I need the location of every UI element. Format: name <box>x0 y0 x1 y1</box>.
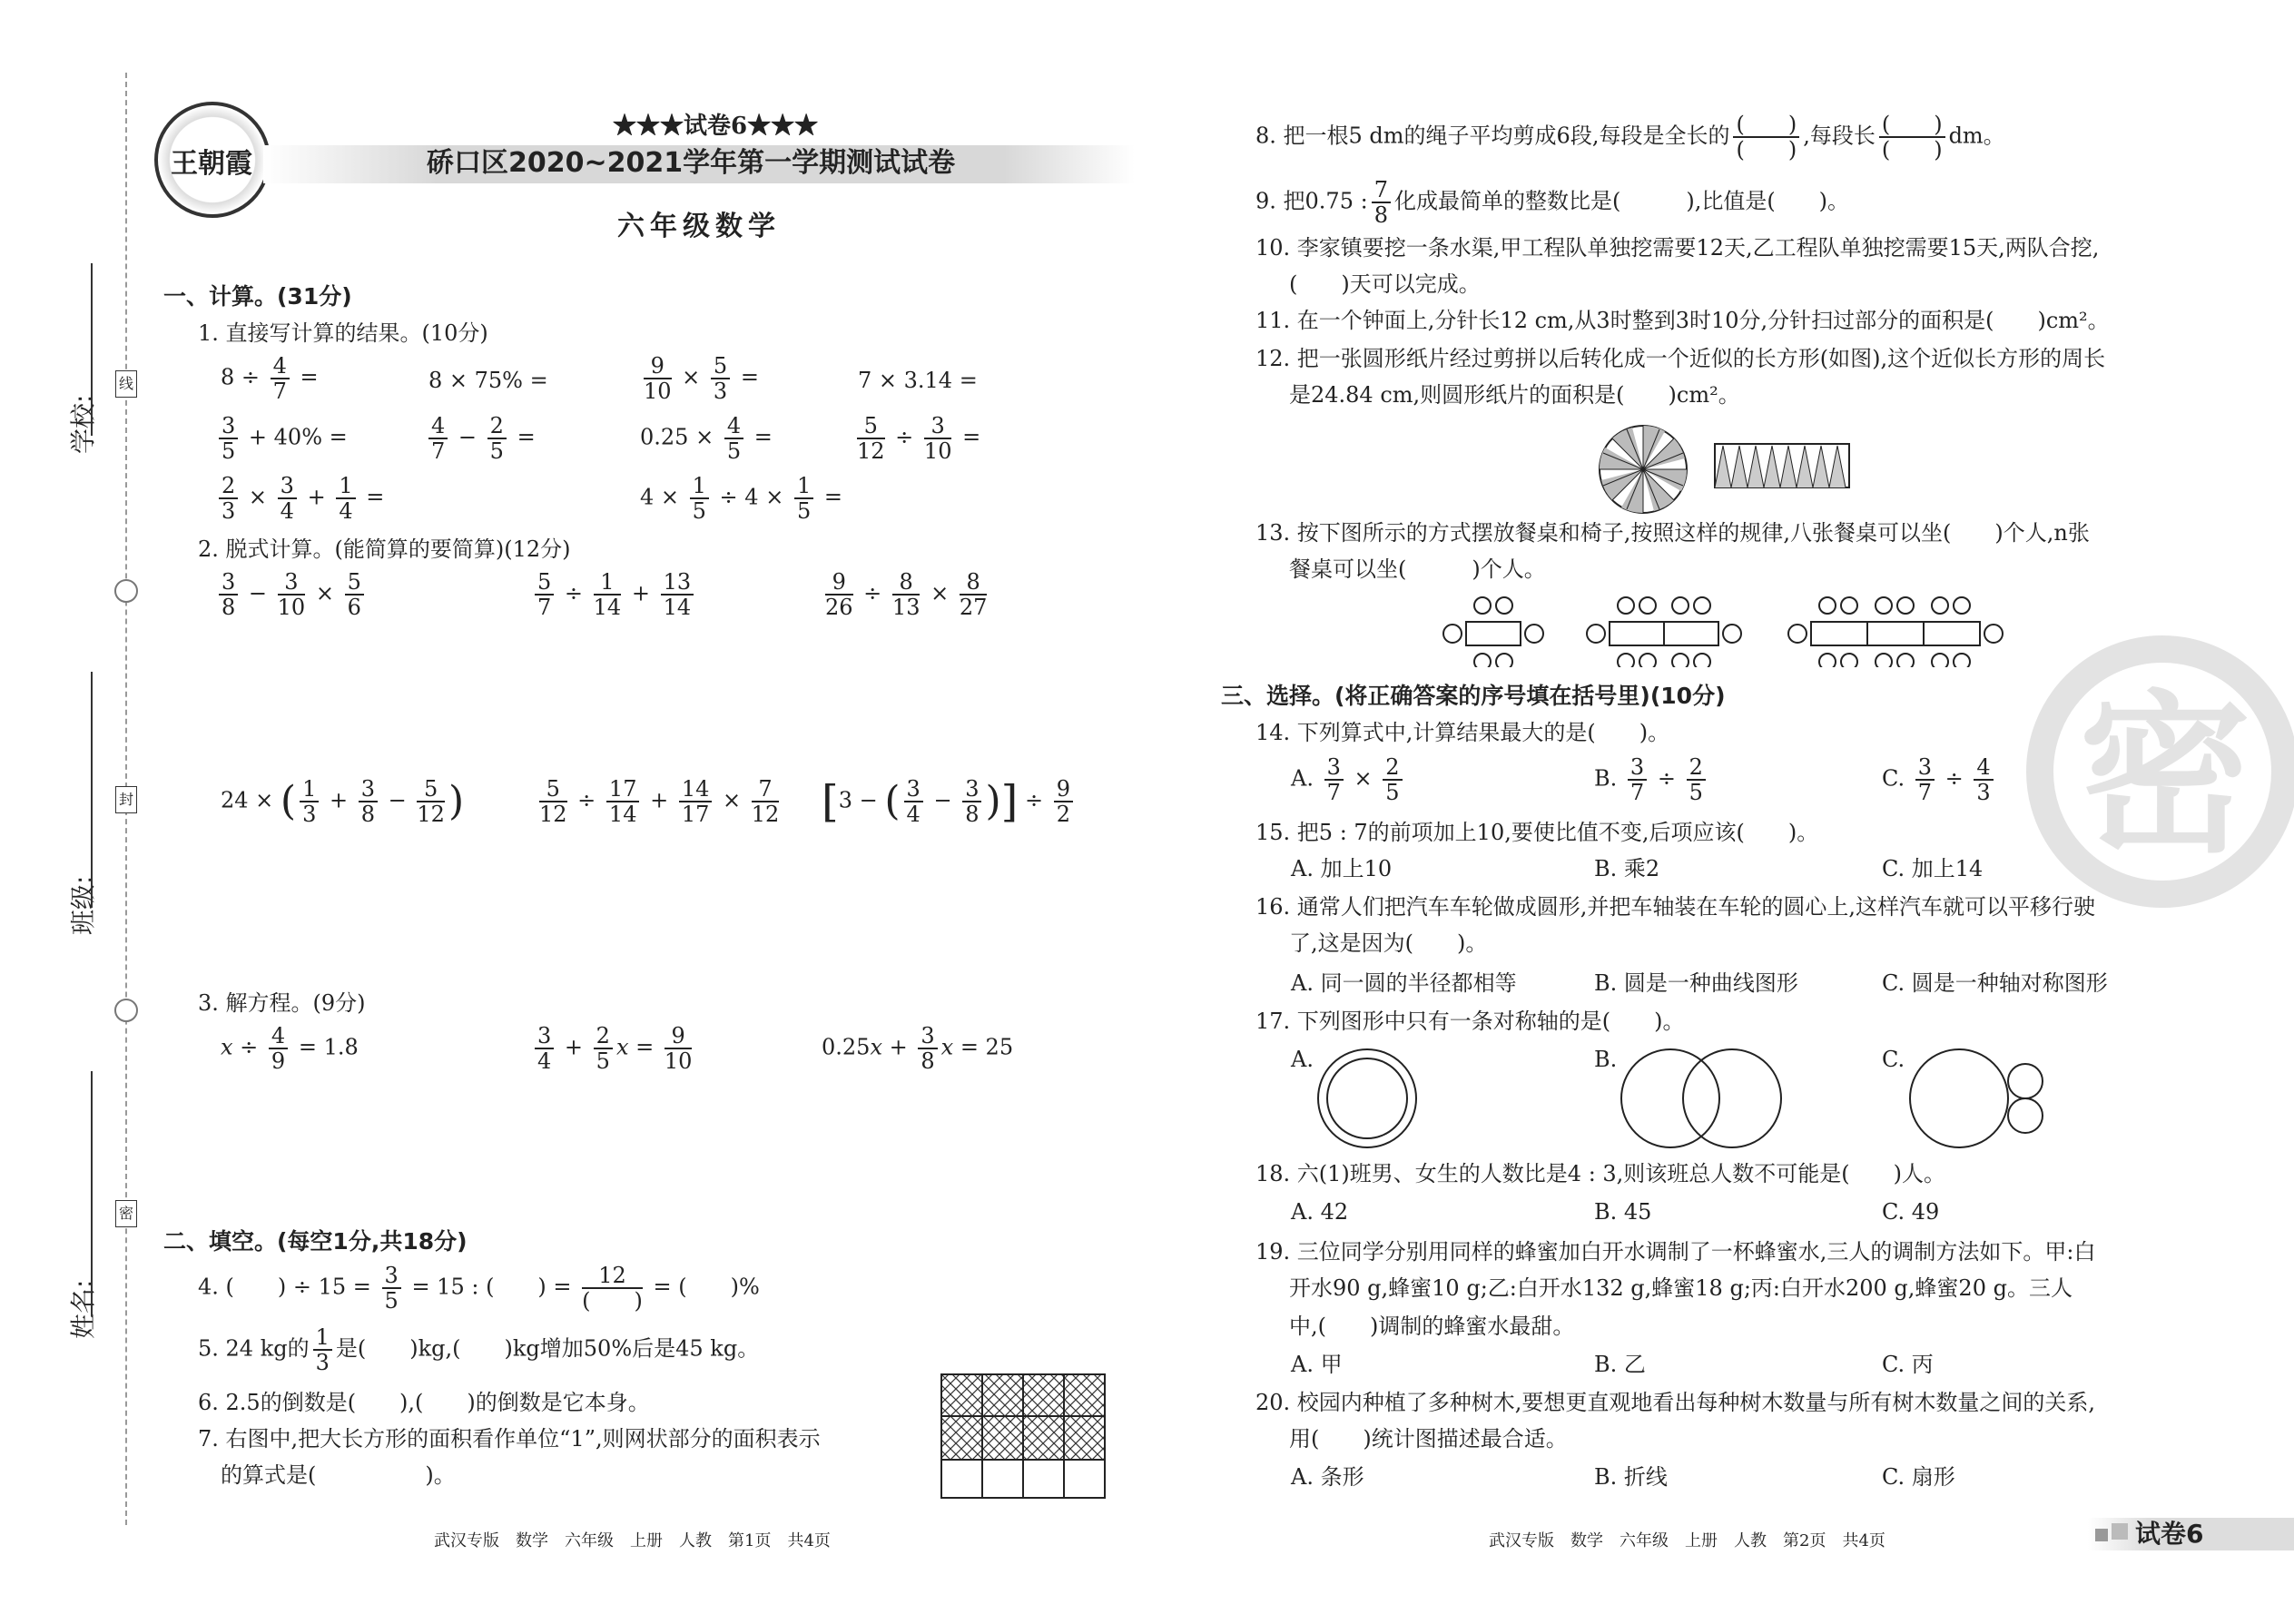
q19-option-a: A. 甲 <box>1291 1352 1343 1377</box>
class-line <box>91 672 93 908</box>
expr-7: 0.25 × $\frac{4}{5}$ = <box>640 413 773 464</box>
q15: 15. 把5 : 7的前项加上10,要使比值不变,后项应该( )。 <box>1255 820 1819 845</box>
q19-line2: 开水90 g,蜂蜜10 g;乙:白开水132 g,蜂蜜18 g;丙:白开水200 g,蜂蜜20 g。三人 <box>1289 1275 2072 1301</box>
s1-q3: 3. 解方程。(9分) <box>198 990 366 1016</box>
exam-subtitle: 六年级数学 <box>617 211 781 242</box>
q16-option-a: A. 同一圆的半径都相等 <box>1291 970 1517 996</box>
seal-mark-xian: 线 <box>115 370 137 398</box>
class-label: 班级: <box>68 875 98 935</box>
name-line <box>91 1071 93 1316</box>
corner-tag-squares <box>2112 1523 2128 1540</box>
q9: 9. 把0.75 : $\frac{7}{8}$ 化成最简单的整数比是( ),比值是( )。 <box>1255 177 1850 228</box>
expr-2: 8 × 75% = <box>428 368 548 393</box>
section2-heading: 二、填空。(每空1分,共18分) <box>163 1228 468 1255</box>
calc-5: $\frac{5}{12}$ ÷ $\frac{17}{14}$ + $\frac{14}{17}$ × $\frac{7}{12}$ <box>539 776 780 827</box>
seal-mark-mi: 密 <box>115 1200 137 1227</box>
q5: 5. 24 kg的 $\frac{1}{3}$ 是( )kg,( )kg增加50%后是45 kg。 <box>198 1324 760 1375</box>
q10-line1: 10. 李家镇要挖一条水渠,甲工程队单独挖需要12天,乙工程队单独挖需要15天,两队合挖, <box>1255 235 2100 261</box>
calc-6: [3 − ( $\frac{3}{4}$ − $\frac{3}{8}$ )] ÷ $\frac{9}{2}$ <box>822 777 1077 826</box>
expr-10: 4 × $\frac{1}{5}$ ÷ 4 × $\frac{1}{5}$ = <box>640 473 842 524</box>
q13-tables-figure <box>1439 595 2011 667</box>
q15-option-c: C. 加上14 <box>1882 856 1984 881</box>
expr-1: 8 ÷ $\frac{4}{7}$ = <box>221 353 319 404</box>
q12-line1: 12. 把一张圆形纸片经过剪拼以后转化成一个近似的长方形(如图),这个近似长方形的周长 <box>1255 346 2106 371</box>
calc-4: 24 × ( $\frac{1}{3}$ + $\frac{3}{8}$ − $\frac{5}{12}$ ) <box>221 776 465 827</box>
q19-option-b: B. 乙 <box>1594 1352 1646 1377</box>
q15-option-a: A. 加上10 <box>1291 856 1393 881</box>
seal-mark-feng: 封 <box>115 786 137 813</box>
q10-line2: ( )天可以完成。 <box>1289 271 1481 297</box>
expr-4: 7 × 3.14 = <box>858 368 978 393</box>
corner-tag: 试卷6 <box>2135 1519 2204 1549</box>
q14-option-c: C. $\frac{3}{7}$ ÷ $\frac{4}{3}$ <box>1882 755 1997 804</box>
calc-1: $\frac{3}{8}$ − $\frac{3}{10}$ × $\frac{5}{6}$ <box>215 570 368 619</box>
expr-9: $\frac{2}{3}$ × $\frac{3}{4}$ + $\frac{1}{4}$ = <box>215 474 384 523</box>
q19-line3: 中,( )调制的蜂蜜水最甜。 <box>1289 1314 1575 1339</box>
q19-line1: 19. 三位同学分别用同样的蜂蜜加白开水调制了一杯蜂蜜水,三人的调制方法如下。甲:白 <box>1255 1239 2096 1265</box>
scissors-icon <box>114 579 138 603</box>
q11: 11. 在一个钟面上,分针长12 cm,从3时整到3时10分,分针扫过部分的面积是( )cm²。 <box>1255 308 2110 333</box>
eq-2: $\frac{3}{4}$ + $\frac{2}{5}$ x = $\frac{9}{10}$ <box>531 1024 695 1073</box>
q17-option-c: C. <box>1882 1047 1905 1072</box>
s1-q1: 1. 直接写计算的结果。(10分) <box>198 320 488 346</box>
q20-option-c: C. 扇形 <box>1882 1464 1955 1490</box>
q17-figure-b <box>1616 1046 1788 1151</box>
exam-title: 硚口区2020~2021学年第一学期测试试卷 <box>427 147 956 179</box>
q18: 18. 六(1)班男、女生的人数比是4 : 3,则该班总人数不可能是( )人。 <box>1255 1161 1946 1186</box>
q14-option-b: B. $\frac{3}{7}$ ÷ $\frac{2}{5}$ <box>1594 755 1709 804</box>
q20-option-b: B. 折线 <box>1594 1464 1668 1490</box>
school-line <box>91 263 93 436</box>
header-stars: ★★★试卷6★★★ <box>613 113 819 140</box>
q13-line2: 餐桌可以坐( )个人。 <box>1289 556 1546 582</box>
q19-option-c: C. 丙 <box>1882 1352 1934 1377</box>
expr-6: $\frac{4}{7}$ − $\frac{2}{5}$ = <box>425 414 536 463</box>
calc-2: $\frac{5}{7}$ ÷ $\frac{1}{14}$ + $\frac{13}{14}$ <box>531 570 697 619</box>
q17-option-b: B. <box>1594 1047 1618 1072</box>
q20-option-a: A. 条形 <box>1291 1464 1364 1490</box>
q7-grid-figure <box>940 1373 1112 1500</box>
q12-line2: 是24.84 cm,则圆形纸片的面积是( )cm²。 <box>1289 382 1740 408</box>
q18-option-a: A. 42 <box>1291 1199 1349 1225</box>
q14: 14. 下列算式中,计算结果最大的是( )。 <box>1255 720 1670 745</box>
expr-8: $\frac{5}{12}$ ÷ $\frac{3}{10}$ = <box>857 413 981 464</box>
q4: 4. ( ) ÷ 15 = $\frac{3}{5}$ = 15 : ( ) = $\frac{12}{( )}$ = ( )% <box>198 1263 760 1314</box>
school-label: 学校: <box>68 394 98 454</box>
expr-5: $\frac{3}{5}$ + 40% = <box>215 414 348 463</box>
scissors-icon <box>114 999 138 1022</box>
s1-q2: 2. 脱式计算。(能简算的要简算)(12分) <box>198 536 571 562</box>
q17-figure-a <box>1314 1046 1420 1151</box>
q16-line1: 16. 通常人们把汽车车轮做成圆形,并把车轴装在车轮的圆心上,这样汽车就可以平移行驶 <box>1255 894 2096 920</box>
q12-circle-figure <box>1596 422 1690 517</box>
q17: 17. 下列图形中只有一条对称轴的是( )。 <box>1255 1009 1685 1034</box>
eq-1: x ÷ $\frac{4}{9}$ = 1.8 <box>221 1023 359 1074</box>
q14-option-a: A. $\frac{3}{7}$ × $\frac{2}{5}$ <box>1291 755 1406 804</box>
eq-3: 0.25x + $\frac{3}{8}$ x = 25 <box>822 1023 1014 1074</box>
q13-line1: 13. 按下图所示的方式摆放餐桌和椅子,按照这样的规律,八张餐桌可以坐( )个人,n张 <box>1255 520 2090 546</box>
section1-heading: 一、计算。(31分) <box>163 283 352 310</box>
watermark-char: 密 <box>2079 675 2252 876</box>
q7-line2: 的算式是( )。 <box>221 1462 456 1488</box>
q12-rectangle-figure <box>1714 443 1850 488</box>
q16-option-c: C. 圆是一种轴对称图形 <box>1882 970 2108 996</box>
q7-line1: 7. 右图中,把大长方形的面积看作单位“1”,则网状部分的面积表示 <box>198 1426 821 1452</box>
q8: 8. 把一根5 dm的绳子平均剪成6段,每段是全长的 $\frac{( )}{( )}$ ,每段长 $\frac{( )}{( )}$ dm。 <box>1255 112 2005 162</box>
calc-3: $\frac{9}{26}$ ÷ $\frac{8}{13}$ × $\frac{8}{27}$ <box>825 569 988 620</box>
logo-text: 王朝霞 <box>171 148 252 180</box>
q16-option-b: B. 圆是一种曲线图形 <box>1594 970 1798 996</box>
left-footer: 武汉专版 数学 六年级 上册 人教 第1页 共4页 <box>434 1531 831 1550</box>
q18-option-c: C. 49 <box>1882 1199 1940 1225</box>
corner-tag-squares <box>2095 1529 2108 1541</box>
section3-heading: 三、选择。(将正确答案的序号填在括号里)(10分) <box>1221 683 1726 709</box>
q15-option-b: B. 乘2 <box>1594 856 1660 881</box>
q20-line2: 用( )统计图描述最合适。 <box>1289 1426 1568 1452</box>
q20-line1: 20. 校园内种植了多种树木,要想更直观地看出每种树木数量与所有树木数量之间的关系, <box>1255 1390 2096 1415</box>
q17-option-a: A. <box>1291 1047 1314 1072</box>
q16-line2: 了,这是因为( )。 <box>1289 930 1488 956</box>
expr-3: $\frac{9}{10}$ × $\frac{5}{3}$ = <box>644 353 759 404</box>
right-footer: 武汉专版 数学 六年级 上册 人教 第2页 共4页 <box>1489 1531 1885 1550</box>
q6: 6. 2.5的倒数是( ),( )的倒数是它本身。 <box>198 1390 650 1415</box>
name-label: 姓名: <box>68 1279 98 1339</box>
q18-option-b: B. 45 <box>1594 1199 1652 1225</box>
q17-figure-c <box>1906 1046 2052 1151</box>
